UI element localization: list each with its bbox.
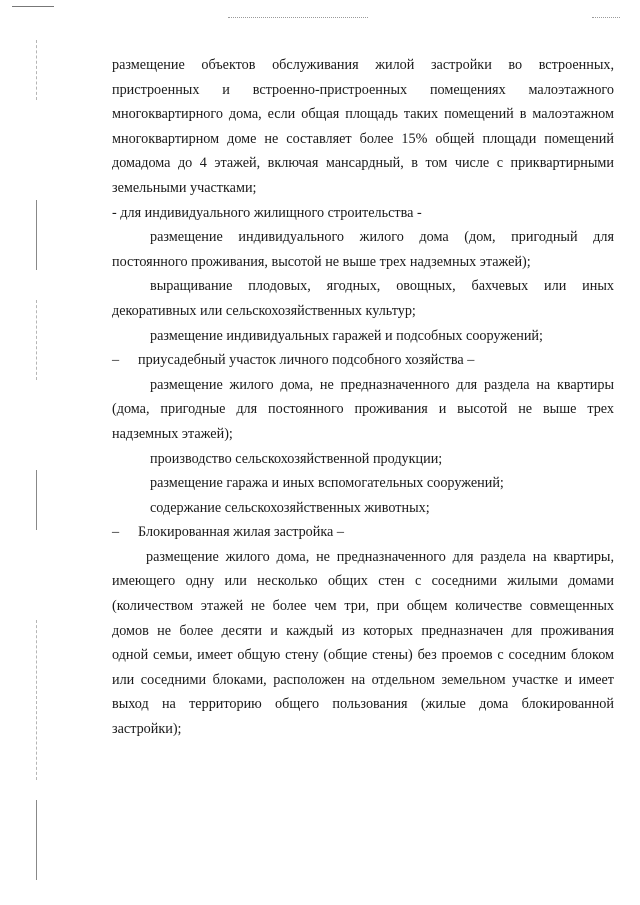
scan-artifact-top-left (12, 6, 54, 7)
paragraph-line: многоквартирном доме не составляет более 15% общей площади помещений (112, 130, 614, 147)
scan-margin-mark (36, 40, 37, 100)
document-body (112, 53, 614, 742)
scan-margin-mark (36, 470, 37, 530)
paragraph-line: размещение объектов обслуживания жилой застройки во встроенных, (112, 57, 614, 73)
heading-text: приусадебный участок личного подсобного хозяйства – (138, 352, 475, 369)
paragraph-line: постоянного проживания, высотой не выше трех надземных этажей); (112, 253, 531, 270)
scan-margin-mark (36, 620, 37, 780)
paragraph-line: или соседними блоками, расположен на отдельном земельном участке и имеет (112, 671, 614, 688)
paragraph-line: пристроенных и встроенно-пристроенных помещениях малоэтажного (112, 81, 614, 98)
paragraph-line: надземных этажей); (112, 425, 233, 442)
paragraph-line: имеющего одну или несколько общих стен с соседними жилыми домами (112, 573, 614, 590)
paragraph-line: размещение индивидуального жилого дома (дом, пригодный для (150, 229, 614, 246)
paragraph-line: (дома, пригодные для постоянного проживания и высотой не выше трех (112, 401, 614, 418)
paragraph-line: (количеством этажей не более чем три, при общем количестве совмещенных (112, 598, 614, 615)
paragraph-line: размещение индивидуальных гаражей и подсобных сооружений; (150, 327, 543, 344)
scan-artifact-top-right (592, 17, 620, 18)
paragraph-line: производство сельскохозяйственной продукции; (150, 450, 443, 467)
scan-margin-mark (36, 200, 37, 270)
section-heading (112, 520, 614, 545)
heading-dash: – (112, 352, 120, 369)
paragraph-line: содержание сельскохозяйственных животных; (150, 499, 430, 516)
paragraph-line: выращивание плодовых, ягодных, овощных, бахчевых или иных (150, 278, 614, 295)
paragraph-line: домадома до 4 этажей, включая мансардный, в том числе с приквартирными (112, 155, 614, 172)
scan-margin-mark (36, 800, 37, 880)
paragraph-line: размещение гаража и иных вспомогательных сооружений; (150, 475, 504, 492)
paragraph-line: выход на территорию общего пользования (жилые дома блокированной (112, 696, 614, 713)
paragraph-line: застройки); (112, 721, 182, 738)
heading-dash: – (112, 524, 120, 541)
paragraph-line: размещение жилого дома, не предназначенного для раздела на квартиры (150, 376, 614, 393)
paragraph-line: одной семьи, имеет общую стену (общие стены) без проемов с соседним блоком (112, 647, 614, 664)
scan-artifact-top-center (228, 17, 368, 18)
heading-text: Блокированная жилая застройка – (138, 524, 344, 541)
paragraph-line: размещение жилого дома, не предназначенного для раздела на квартиры, (146, 548, 614, 565)
section-heading: - для индивидуального жилищного строительства - (112, 204, 422, 221)
paragraph-line: декоративных или сельскохозяйственных культур; (112, 302, 416, 319)
paragraph-line: многоквартирного дома, если общая площадь таких помещений в малоэтажном (112, 106, 614, 123)
paragraph-line: домов не более десяти и каждый из которых предназначен для проживания (112, 622, 614, 639)
section-heading (112, 348, 614, 373)
paragraph-line: земельными участками; (112, 179, 257, 196)
scan-margin-mark (36, 300, 37, 380)
